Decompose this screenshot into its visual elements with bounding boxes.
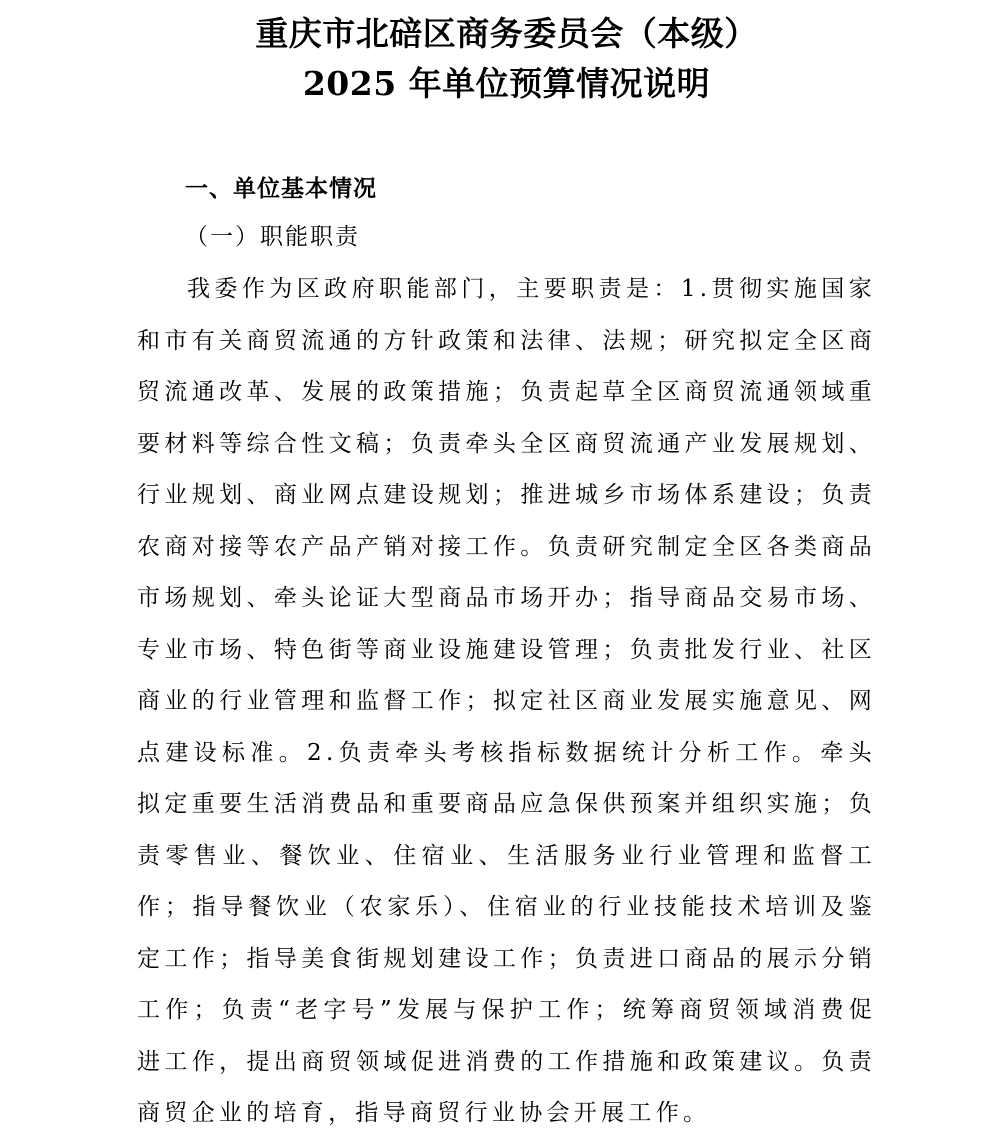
subsection-heading: （一）职能职责	[185, 224, 360, 250]
document-title-line2: 2025 年单位预算情况说明	[302, 64, 711, 103]
body-paragraph: 我委作为区政府职能部门，主要职责是：1.贯彻实施国家和市有关商贸流通的方针政策和法律、法规；研究拟定全区商贸流通改革、发展的政策措施；负责起草全区商贸流通领域重要材料等综合性文稿；负责牵头全区商贸流通产业发展规划、行业规划、商业网点建设规划；推进城乡市场体系建设；负责农商对接等农产品产销对接工作。负责研究制定全区各类商品市场规划、牵头论证大型商品市场开办；指导商品交易市场、专业市场、特色街等商业设施建设管理；负责批发行业、社区商业的行业管理和监督工作；拟定社区商业发展实施意见、网点建设标准。2.负责牵头考核指标数据统计分析工作。牵头拟定重要生活消费品和重要商品应急保供预案并组织实施；负责零售业、餐饮业、住宿业、生活服务业行业管理和监督工作；指导餐饮业（农家乐）、住宿业的行业技能技术培训及鉴定工作；指导美食街规划建设工作；负责进口商品的展示分销工作；负责“老字号”发展与保护工作；统筹商贸领域消费促进工作，提出商贸领域促进消费的工作措施和政策建议。负责商贸企业的培育，指导商贸行业协会开展工作。	[137, 276, 876, 1126]
section-heading: 一、单位基本情况	[185, 176, 377, 202]
document-title-line1: 重庆市北碚区商务委员会（本级）	[255, 14, 758, 53]
